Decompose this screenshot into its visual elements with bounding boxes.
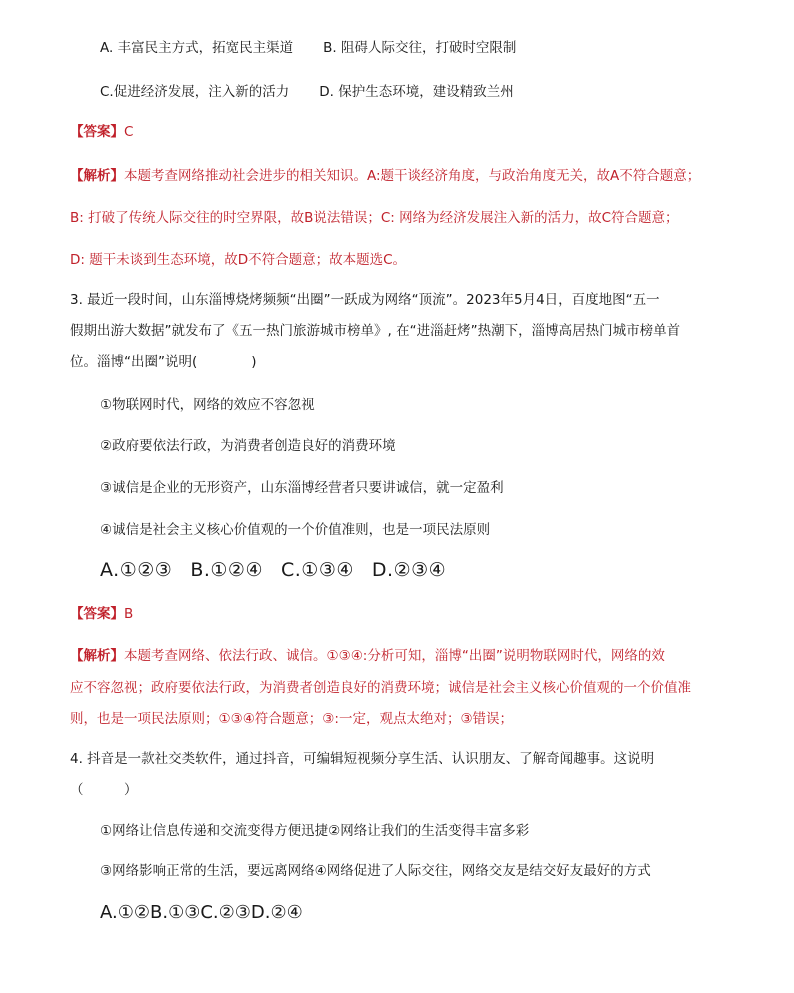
analysis-tag: 【解析】 — [70, 168, 124, 184]
prev-answer — [70, 122, 133, 142]
q4-stem-line-2: （ ） — [70, 782, 138, 798]
analysis-tag: 【解析】 — [70, 648, 124, 664]
answer-value: C — [124, 124, 134, 140]
option-d: D. 保护生态环境，建设精致兰州 — [319, 84, 514, 100]
q4-items-line-1: ①网络让信息传递和交流变得方便迅捷②网络让我们的生活变得丰富多彩 — [100, 823, 530, 839]
q3-stem-line-3: 位。淄博“出圈”说明( ) — [70, 354, 257, 370]
option-row-ab — [100, 38, 516, 58]
answer-tag: 【答案】 — [70, 606, 124, 622]
q3-choice-a: A.①②③ — [100, 559, 173, 581]
q3-item-1: ①物联网时代，网络的效应不容忽视 — [100, 397, 315, 413]
answer-tag: 【答案】 — [70, 124, 124, 140]
q3-stem-line-1: 3. 最近一段时间，山东淄博烧烤频频“出圈”一跃成为网络“顶流”。2023年5月4日，百度地图“五一 — [70, 292, 660, 308]
q4-stem-line-1: 4. 抖音是一款社交类软件，通过抖音，可编辑短视频分享生活、认识朋友、了解奇闻趣事。这说明 — [70, 751, 655, 767]
option-b: B. 阻碍人际交往，打破时空限制 — [323, 40, 517, 56]
q3-item-4: ④诚信是社会主义核心价值观的一个价值准则，也是一项民法原则 — [100, 522, 491, 538]
q3-answer — [70, 604, 133, 624]
q3-choice-b: B.①②④ — [190, 559, 263, 581]
q3-choice-d: D.②③④ — [371, 559, 447, 581]
option-c: C.促进经济发展，注入新的活力 — [100, 84, 290, 100]
prev-analysis-line-2: B: 打破了传统人际交往的时空界限，故B说法错误；C: 网络为经济发展注入新的活力，故C符合题意； — [70, 210, 679, 226]
q3-stem-line-2: 假期出游大数据”就发布了《五一热门旅游城市榜单》, 在“进淄赶烤”热潮下，淄博高居热门城市榜单首 — [70, 323, 681, 339]
q3-analysis-line-2: 应不容忽视；政府要依法行政，为消费者创造良好的消费环境；诚信是社会主义核心价值观的一个价值准 — [70, 680, 691, 696]
q3-item-3: ③诚信是企业的无形资产，山东淄博经营者只要讲诚信，就一定盈利 — [100, 480, 504, 496]
q3-choices — [100, 557, 446, 583]
option-row-cd — [100, 82, 514, 102]
prev-analysis-line-1: 【解析】本题考查网络推动社会进步的相关知识。A:题干谈经济角度，与政治角度无关，故A不符合题意； — [70, 168, 701, 184]
option-a: A. 丰富民主方式，拓宽民主渠道 — [100, 40, 294, 56]
q3-analysis-line-3: 则，也是一项民法原则；①③④符合题意；③:一定，观点太绝对；③错误； — [70, 711, 514, 727]
q4-items-line-2: ③网络影响正常的生活，要远离网络④网络促进了人际交往，网络交友是结交好友最好的方式 — [100, 863, 651, 879]
q3-analysis-line-1: 【解析】本题考查网络、依法行政、诚信。①③④:分析可知，淄博“出圈”说明物联网时代，网络的效 — [70, 648, 665, 664]
answer-value: B — [124, 606, 134, 622]
prev-analysis-line-3: D: 题干未谈到生态环境，故D不符合题意；故本题选C。 — [70, 252, 407, 268]
q3-choice-c: C.①③④ — [281, 559, 354, 581]
q3-item-2: ②政府要依法行政，为消费者创造良好的消费环境 — [100, 438, 396, 454]
q4-choices: A.①②B.①③C.②③D.②④ — [100, 902, 303, 923]
